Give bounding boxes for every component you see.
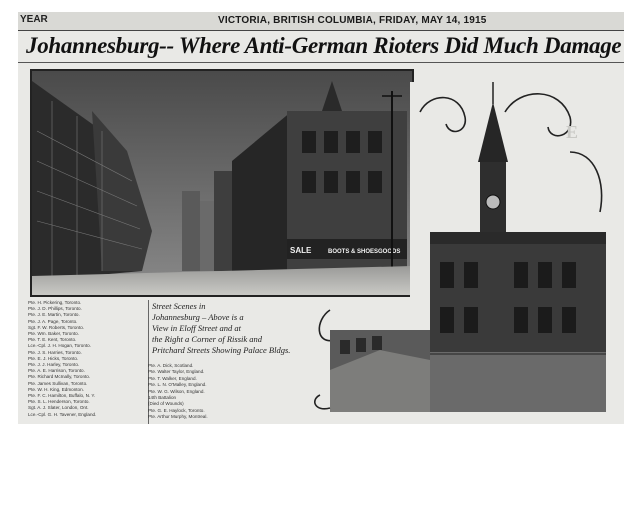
casualty-entry: Sgt. A. J. Slater, London, Ont. [28, 405, 89, 411]
casualty-entry: Sgt. F. W. Roberts, Toronto. [28, 324, 85, 330]
masthead-fragment: YEAR [20, 14, 48, 25]
casualty-entry: Pte. Wm. Baker, Toronto. [28, 331, 79, 337]
casualty-entry: Pte. G. E. Haylock, Toronto. [148, 407, 205, 413]
casualty-entry: Pte. L. N. O'Malley, England. [148, 382, 207, 388]
eloff-street-photo [30, 69, 414, 297]
casualty-entry: 14th Battalion [148, 395, 177, 401]
sign-shop-b: GOODS [378, 249, 401, 255]
casualty-list-right [148, 363, 264, 421]
casualty-entry: Pte. J. E. Martin, Toronto. [28, 312, 80, 318]
masthead [18, 12, 624, 31]
casualty-entry: Pte. J. J. Harley, Toronto. [28, 362, 80, 368]
street-corner-photo [310, 300, 430, 412]
casualty-entry: Pte. A. E. Harrison, Toronto. [28, 368, 85, 374]
casualty-entry: Pte. E. J. Hicks, Toronto. [28, 355, 79, 361]
casualty-entry: Pte. James Sullivan, Toronto. [28, 380, 88, 386]
casualty-entry: Pte. Richard McInally, Toronto. [28, 374, 91, 380]
casualty-entry: Pte. W. G. Wilson, England. [148, 388, 205, 394]
casualty-entry: Pte. S. L. Henderson, Toronto. [28, 399, 90, 405]
casualty-entry: Lce.-Cpl. G. H. Tavener, England. [28, 411, 97, 417]
eloff-street-illustration [32, 71, 412, 295]
casualty-entry: Pte. Arthur Murphy, Montreal. [148, 414, 208, 420]
casualty-entry: Pte. F. C. Hamilton, Buffalo, N. Y. [28, 393, 96, 399]
casualty-entry: Lce.-Cpl. J. H. Hogan, Toronto. [28, 343, 91, 349]
street-corner-illustration [310, 300, 430, 412]
casualty-entry: Pte. J. S. Harries, Toronto. [28, 349, 82, 355]
casualty-entry: Pte. H. Pickering, Toronto. [28, 300, 82, 305]
bleed-through-text: E [566, 122, 579, 142]
sign-shop-a: BOOTS & SHOES [328, 249, 379, 255]
casualty-entry: Pte. W. H. King, Edmonton. [28, 386, 84, 392]
casualty-entry: Pte. T. E. Kent, Toronto. [28, 337, 77, 343]
casualty-entry: Pte. T. Walker, England. [148, 375, 197, 381]
casualty-entry: Pte. J. A. Page, Toronto. [28, 318, 78, 324]
headline-rule [18, 62, 624, 63]
casualty-entry: Pte. Walter Taylor, England. [148, 369, 205, 375]
casualty-entry: (Died of Wounds) [148, 401, 184, 407]
sign-sale: SALE [290, 246, 312, 255]
headline: Johannesburg-- Where Anti-German Rioters Did Much Damage [26, 33, 622, 58]
newspaper-page [18, 12, 624, 424]
casualty-entry: Pte. A. Dick, Scotland. [148, 363, 194, 368]
casualty-entry: Pte. J. D. Phillips, Toronto. [28, 306, 82, 312]
photo-caption: Street Scenes in Johannesburg – Above is a View in Eloff Street and at the Right a Corner of Rissik and Pritchard Streets Showing Palace Bldgs. [152, 301, 291, 355]
dateline: VICTORIA, BRITISH COLUMBIA, FRIDAY, MAY 14, 1915 [218, 15, 487, 26]
casualty-list-left [28, 300, 149, 424]
